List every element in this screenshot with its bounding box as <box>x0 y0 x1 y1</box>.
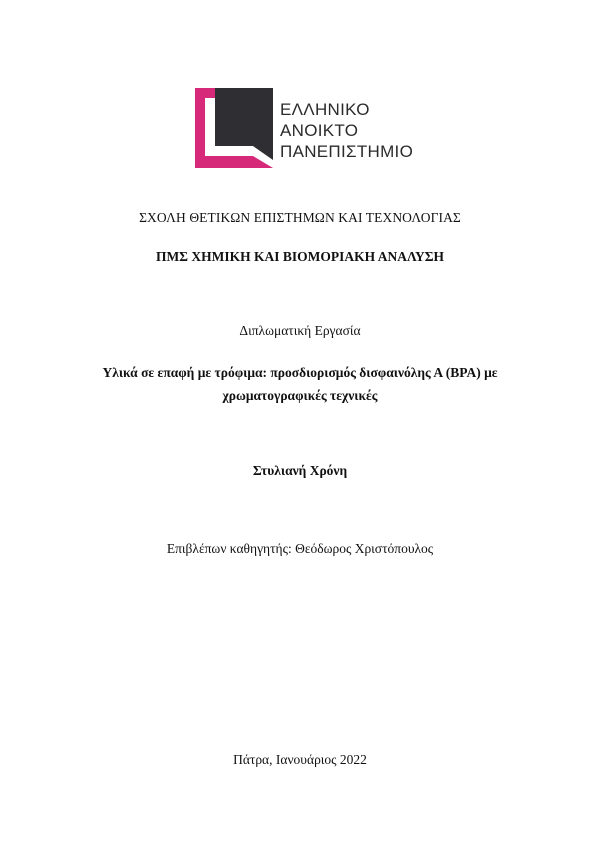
school-name: ΣΧΟΛΗ ΘΕΤΙΚΩΝ ΕΠΙΣΤΗΜΩΝ ΚΑΙ ΤΕΧΝΟΛΟΓΙΑΣ <box>139 210 461 225</box>
author-name: Στυλιανή Χρόνη <box>252 463 348 478</box>
university-logo-mark <box>193 86 277 170</box>
place-date: Πάτρα, Ιανουάριος 2022 <box>233 752 367 767</box>
university-logo-wordmark <box>280 99 413 162</box>
thesis-title: Υλικά σε επαφή με τρόφιμα: προσδιορισμός δισφαινόλης Α (BPA) με χρωματογραφικές τεχνικές <box>102 365 498 403</box>
logo-line-3: ΠΑΝΕΠΙΣΤΗΜΙΟ <box>280 142 414 161</box>
program-name: ΠΜΣ ΧΗΜΙΚΗ ΚΑΙ ΒΙΟΜΟΡΙΑΚΗ ΑΝΑΛΥΣΗ <box>155 249 445 264</box>
supervisor: Επιβλέπων καθηγητής: Θεόδωρος Χριστόπουλος <box>166 541 434 556</box>
document-type: Διπλωματική Εργασία <box>239 323 361 338</box>
university-logo <box>193 86 413 170</box>
logo-line-1: ΕΛΛΗΝΙΚΟ <box>280 100 370 119</box>
logo-line-2: ΑΝΟΙΚΤΟ <box>280 121 359 140</box>
